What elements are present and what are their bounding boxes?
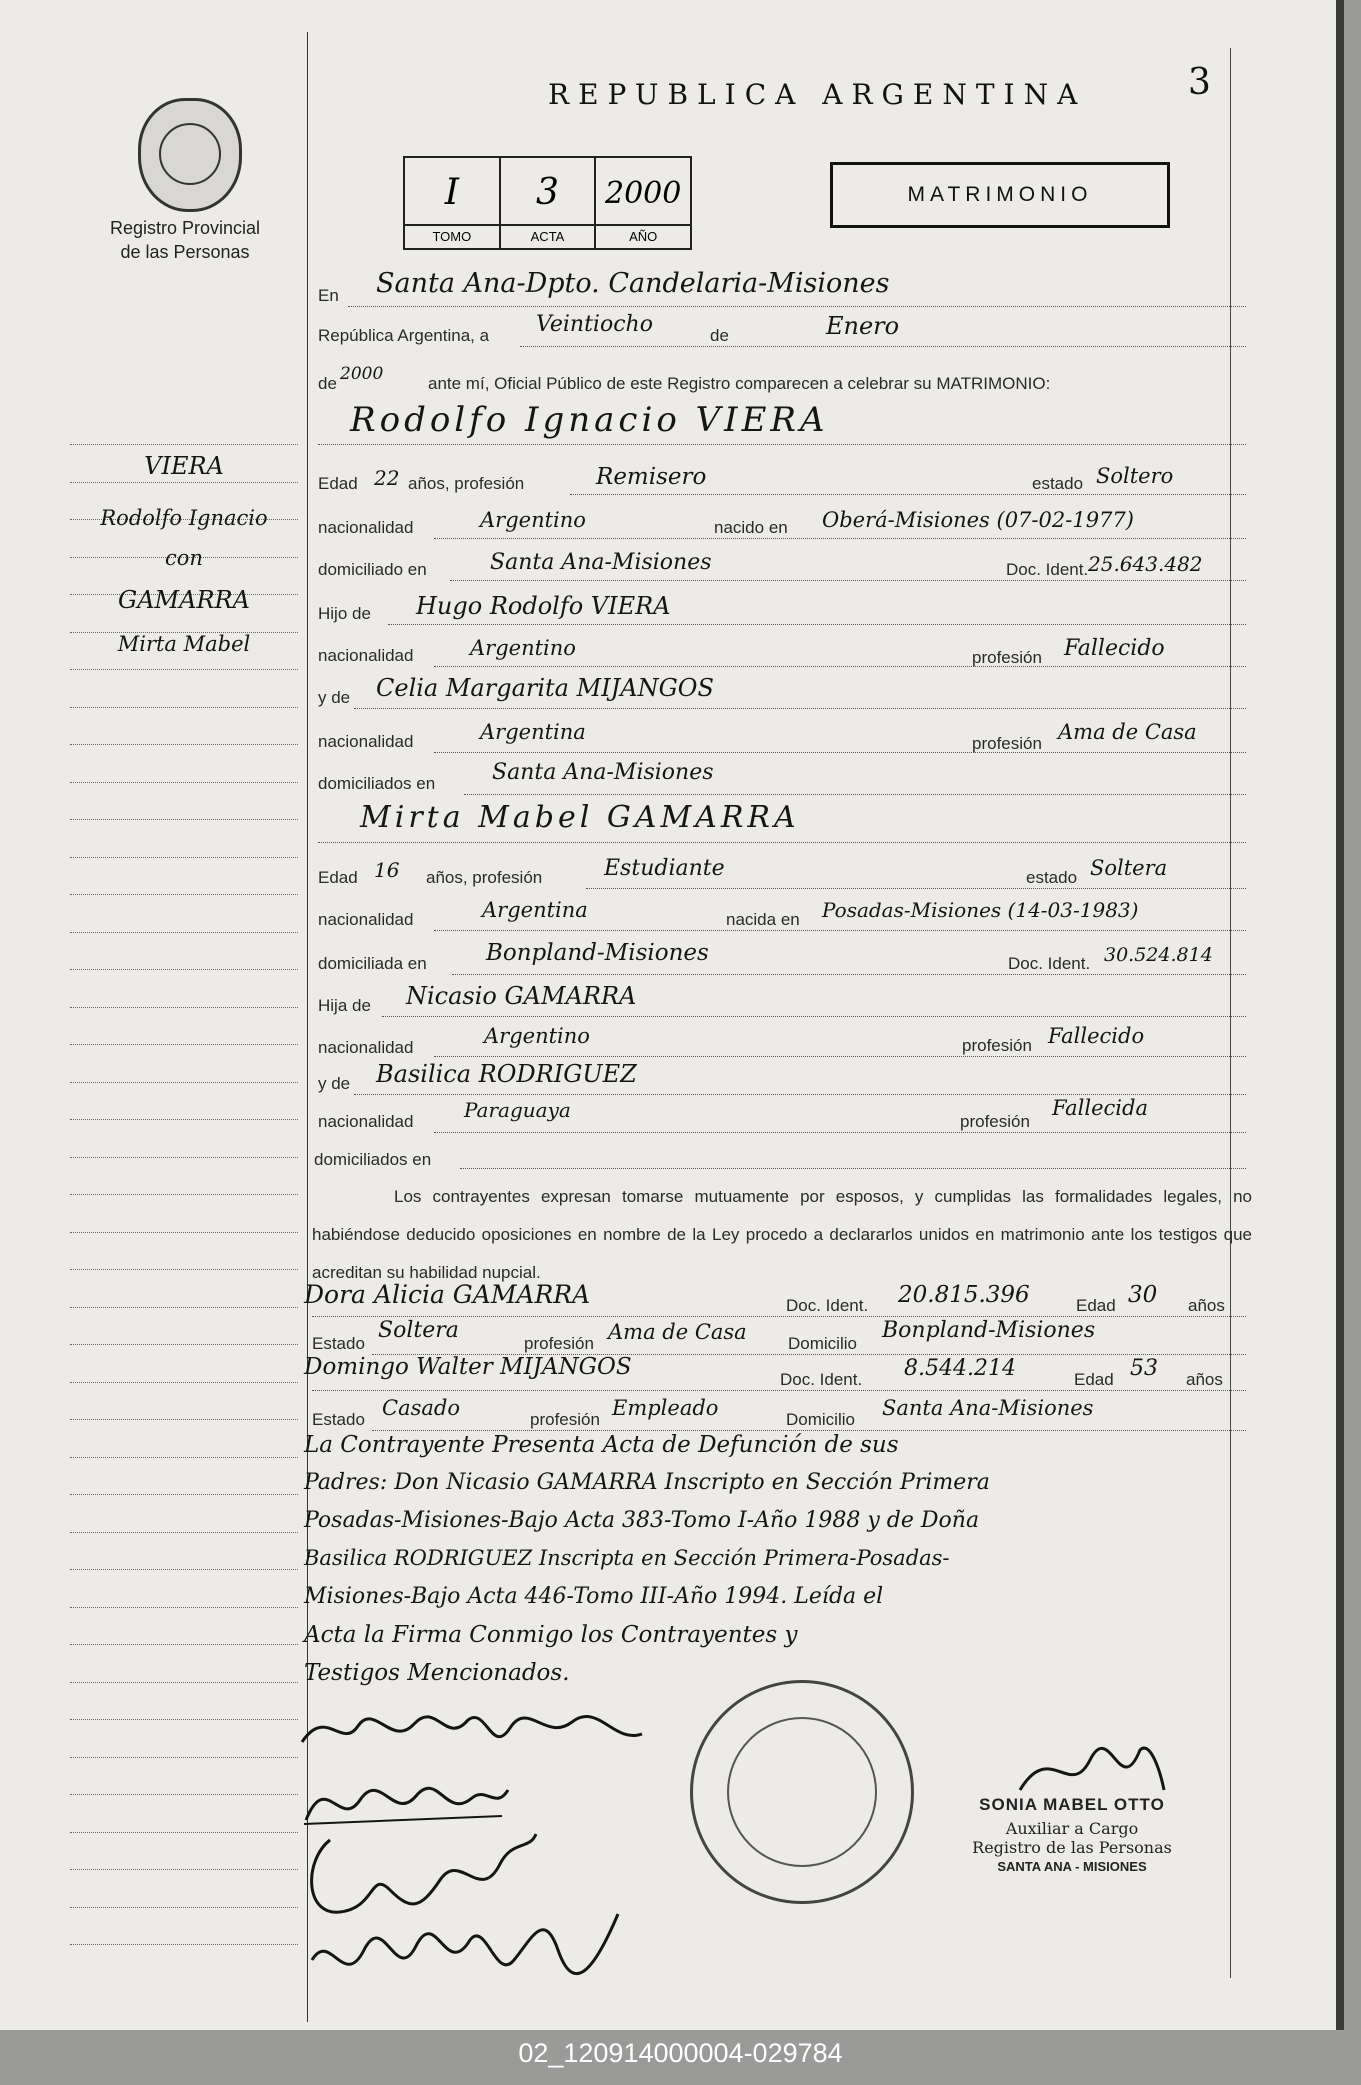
margin-line: [70, 1307, 298, 1308]
margin-line: [70, 1157, 298, 1158]
bride-mother-nationality: Paraguaya: [464, 1098, 571, 1122]
witness2-age: 53: [1130, 1356, 1158, 1381]
ano-value: 2000: [605, 176, 682, 211]
year-field: 2000: [340, 364, 384, 384]
note-line: Padres: Don Nicasio GAMARRA Inscripto en Sección Primera: [304, 1470, 990, 1495]
bride-nationality: Argentina: [482, 898, 588, 922]
groom-mother-nationality: Argentina: [480, 720, 586, 744]
margin-line: [70, 482, 298, 483]
margin-line: [70, 1457, 298, 1458]
margin-line: [70, 1119, 298, 1120]
margin-line: [70, 1082, 298, 1083]
bride-age: 16: [374, 858, 400, 882]
groom-birthplace: Oberá-Misiones (07-02-1977): [822, 508, 1134, 532]
page-number: 3: [1188, 62, 1211, 103]
margin-line: [70, 1532, 298, 1533]
margin-line: [70, 744, 298, 745]
bride-name: Mirta Mabel GAMARRA: [360, 800, 800, 835]
groom-status: Soltero: [1096, 464, 1174, 488]
margin-line: [70, 1382, 298, 1383]
registry-name: Registro Provincial de las Personas: [109, 218, 261, 262]
margin-note: con: [165, 546, 203, 570]
right-rule: [1230, 48, 1231, 1978]
margin-line: [70, 1757, 298, 1758]
witness1-profession: Ama de Casa: [608, 1320, 747, 1344]
official-stamp: SONIA MABEL OTTO Auxiliar a Cargo Registro de las Personas SANTA ANA - MISIONES: [972, 1795, 1172, 1874]
registry-seal: [690, 1680, 914, 1904]
margin-line: [70, 1869, 298, 1870]
margin-line: [70, 1907, 298, 1908]
note-line: Posadas-Misiones-Bajo Acta 383-Tomo I-Año 1988 y de Doña: [304, 1508, 980, 1533]
margin-note: Rodolfo Ignacio: [100, 506, 268, 530]
margin-line: [70, 932, 298, 933]
groom-profession: Remisero: [596, 464, 707, 490]
margin-line: [70, 1832, 298, 1833]
bride-status: Soltera: [1090, 856, 1168, 880]
bride-mother-profession: Fallecida: [1052, 1096, 1148, 1120]
margin-line: [70, 1607, 298, 1608]
groom-father-profession: Fallecido: [1064, 636, 1165, 661]
groom-parents-domicile: Santa Ana-Misiones: [492, 760, 714, 785]
margin-line: [70, 444, 298, 445]
note-line: Testigos Mencionados.: [304, 1660, 570, 1686]
margin-line: [70, 1194, 298, 1195]
margin-line: [70, 1719, 298, 1720]
month-field: Enero: [826, 312, 900, 340]
record-type-box: MATRIMONIO: [830, 162, 1170, 228]
note-line: Misiones-Bajo Acta 446-Tomo III-Año 1994. Leída el: [304, 1584, 884, 1609]
margin-line: [70, 1794, 298, 1795]
bride-father: Nicasio GAMARRA: [406, 982, 637, 1010]
note-line: Basilica RODRIGUEZ Inscripta en Sección Primera-Posadas-: [304, 1546, 950, 1570]
legal-text: Los contrayentes expresan tomarse mutuamente por esposos, y cumplidas las formalidades legales, no habiéndose deducido oposiciones en nombre de la Ley procedo a declararlos unidos en matrimonio ante los testigos que acreditan su habilidad nupcial.: [312, 1187, 1252, 1282]
margin-line: [70, 1494, 298, 1495]
witness2-domicile: Santa Ana-Misiones: [882, 1396, 1094, 1420]
bride-father-profession: Fallecido: [1048, 1024, 1145, 1048]
groom-name: Rodolfo Ignacio VIERA: [350, 400, 829, 440]
witness2-doc: 8.544.214: [904, 1356, 1016, 1381]
witness2-profession: Empleado: [612, 1396, 719, 1420]
groom-doc: 25.643.482: [1088, 552, 1203, 576]
groom-father: Hugo Rodolfo VIERA: [416, 592, 671, 620]
margin-line: [70, 857, 298, 858]
witness1-age: 30: [1128, 1282, 1158, 1308]
witness2-name: Domingo Walter MIJANGOS: [304, 1354, 632, 1380]
bride-profession: Estudiante: [604, 856, 725, 881]
margin-line: [70, 1269, 298, 1270]
image-id-footer: 02_120914000004-029784: [518, 2038, 843, 2068]
note-line: La Contrayente Presenta Acta de Defunción de sus: [304, 1432, 899, 1458]
margin-line: [70, 1944, 298, 1945]
margin-line: [70, 969, 298, 970]
signature-witness2: [300, 1890, 640, 2010]
witness1-name: Dora Alicia GAMARRA: [304, 1280, 591, 1309]
margin-note: Mirta Mabel: [117, 632, 251, 656]
place-field: Santa Ana-Dpto. Candelaria-Misiones: [376, 268, 890, 299]
page-title: REPUBLICA ARGENTINA: [548, 78, 1087, 111]
margin-line: [70, 669, 298, 670]
margin-line: [70, 1682, 298, 1683]
bride-domicile: Bonpland-Misiones: [486, 940, 709, 966]
margin-line: [70, 707, 298, 708]
acta-value: 3: [536, 172, 559, 213]
margin-line: [70, 1232, 298, 1233]
margin-line: [70, 1044, 298, 1045]
bride-doc: 30.524.814: [1104, 944, 1213, 966]
witness2-status: Casado: [382, 1396, 460, 1420]
groom-nationality: Argentino: [480, 508, 586, 532]
groom-mother-profession: Ama de Casa: [1058, 720, 1197, 744]
record-box: I TOMO 3 ACTA 2000 AÑO: [403, 156, 692, 250]
bride-mother: Basilica RODRIGUEZ: [376, 1060, 637, 1088]
signature-groom: [296, 1696, 656, 1766]
margin-line: [70, 819, 298, 820]
margin-line: [70, 782, 298, 783]
day-field: Veintiocho: [536, 312, 653, 337]
note-line: Acta la Firma Conmigo los Contrayentes y: [304, 1622, 798, 1648]
margin-line: [70, 1419, 298, 1420]
groom-domicile: Santa Ana-Misiones: [490, 550, 712, 575]
margin-line: [70, 1644, 298, 1645]
bride-father-nationality: Argentino: [484, 1024, 590, 1048]
registry-emblem: [138, 98, 242, 212]
margin-note: VIERA: [144, 452, 224, 480]
tomo-value: I: [444, 172, 459, 213]
witness1-status: Soltera: [378, 1318, 459, 1343]
margin-line: [70, 1344, 298, 1345]
margin-note: GAMARRA: [118, 586, 250, 614]
bride-birthplace: Posadas-Misiones (14-03-1983): [822, 898, 1139, 922]
witness1-doc: 20.815.396: [898, 1282, 1030, 1308]
margin-line: [70, 1569, 298, 1570]
witness1-domicile: Bonpland-Misiones: [882, 1318, 1096, 1343]
groom-father-nationality: Argentino: [470, 636, 576, 660]
margin-line: [70, 894, 298, 895]
margin-line: [70, 1007, 298, 1008]
groom-age: 22: [374, 466, 400, 490]
groom-mother: Celia Margarita MIJANGOS: [376, 674, 714, 702]
document-page: Registro Provincial de las Personas REPUBLICA ARGENTINA 3 I TOMO 3 ACTA 2000 AÑO MATRIMONIO VIERA Rodolfo Ignacio con GAMARRA Mirta Mabel En Santa Ana-Dpto. Candelaria-Misiones República Argentina, a Veintiocho de Enero de 2000 ante mí, Oficial Público de este Registro comparecen a celebrar su MATRIMONIO: Rodolfo Ignacio VIERA Edad 22 años, profesión Remisero estado Soltero nacionalidad Argentino nacido en Oberá-Misiones (07-02-1977) domiciliado en Santa Ana-Misiones Doc. Ident. 25.643.482 Hijo de Hugo Rodolfo VIERA nacionalidad Argentino profesión Fallecido y de Celia Margarita MIJANGOS nacionalidad Argentina profesión Ama de Casa domiciliados en Santa Ana-Misiones Mirta Mabel GAMARRA Edad 16 años, profesión Estudiante estado Soltera nacionalidad Argentina nacida en Posadas-Misiones (14-03-1983) domiciliada en Bonpland-Misiones Doc. Ident. 30.524.814 Hija de Nicasio GAMARRA nacionalidad Argentino profesión Fallecido y de Basilica RODRIGUEZ nacionalidad Paraguaya profesión Fallecida domiciliados en Los contrayentes expresan tomarse mutuamente por esposos, y cumplidas las formalidades legales, no habiéndose deducido oposiciones en nombre de la Ley procedo a declararlos unidos en matrimonio ante los testigos que acreditan su habilidad nupcial. Dora Alicia GAMARRA Doc. Ident. 20.815.396 Edad 30 años Estado Soltera profesión Ama de Casa Domicilio Bonpland-Misiones Domingo Walter MIJANGOS Doc. Ident. 8.544.214 Edad 53 años Estado Casado profesión Empleado Domicilio Santa Ana-Misiones La Contrayente Presenta Acta de Defunción de sus Padres: Don Nicasio GAMARRA Inscripto en Sección Primera Posadas-Misiones-Bajo Acta 383-Tomo I-Año 1988 y de Doña Basilica RODRIGUEZ Inscripta en Sección Primera-Posadas- Misiones-Bajo Acta 446-Tomo III-Año 1994. Leída el Acta la Firma Conmigo los Contrayentes y Testigos Mencionados. SONIA MABEL OTTO Auxiliar a Cargo Registro de las Personas SANTA ANA - MISIONES: [0, 0, 1344, 2030]
